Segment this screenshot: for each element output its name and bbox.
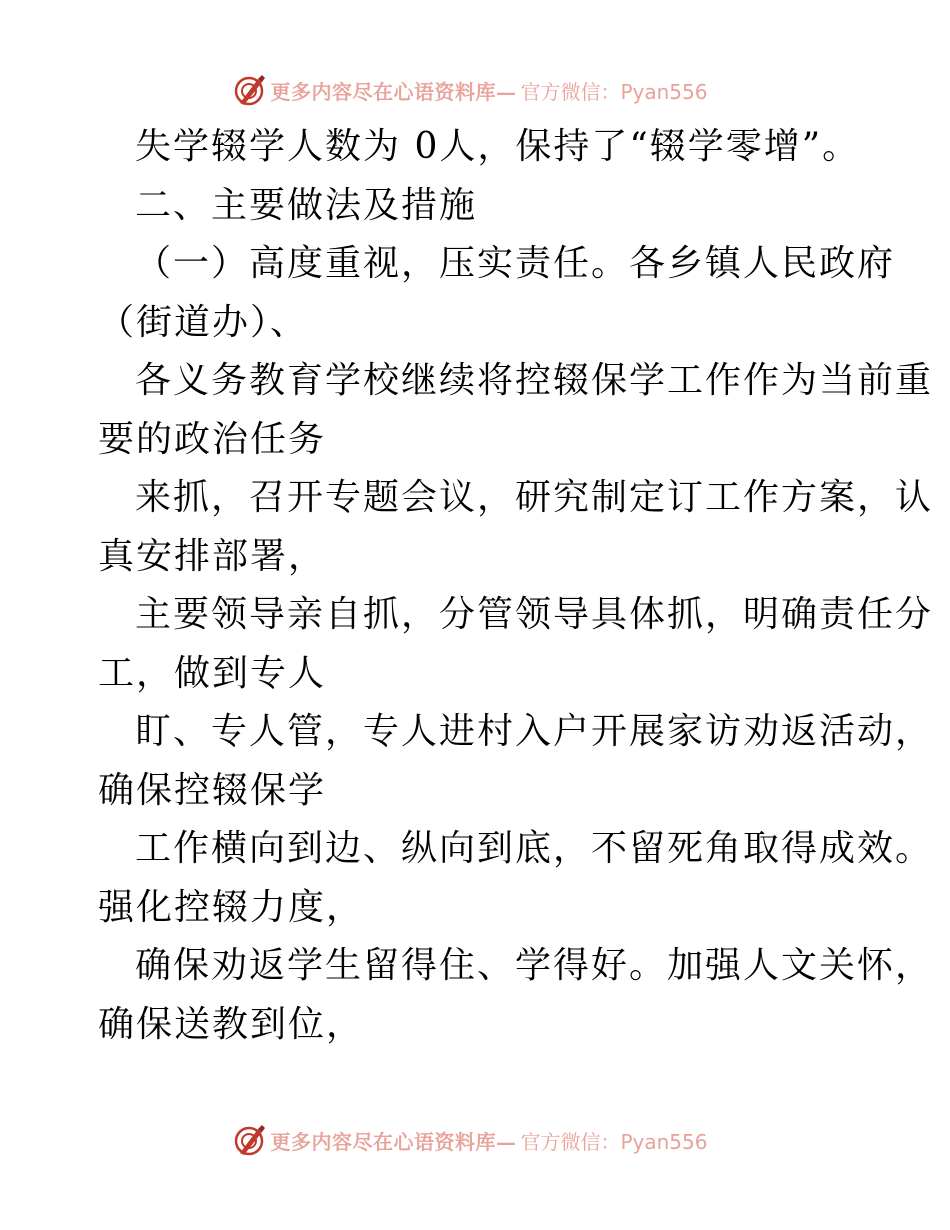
text-line: 各义务教育学校继续将控辍保学工作作为当前重 xyxy=(135,360,934,401)
text-line: （一）高度重视，压实责任。各乡镇人民政府 xyxy=(135,243,896,284)
header-banner xyxy=(0,70,950,110)
text-line: 主要领导亲自抓，分管领导具体抓，明确责任分 xyxy=(135,594,934,635)
footer-banner xyxy=(0,1120,950,1160)
text-line: 真安排部署， xyxy=(98,535,327,577)
text-line: 盯、专人管，专人进村入户开展家访劝返活动， xyxy=(135,711,934,752)
text-line: 确保送教到位， xyxy=(98,1003,365,1045)
text-line: 失学辍学人数为 0人，保持了“辍学零增”。 xyxy=(135,126,861,167)
header-banner-text: 更多内容尽在心语资料库— xyxy=(270,79,517,104)
footer-banner-wechat: 官方微信：Pyan556 xyxy=(520,1129,708,1154)
text-line: 来抓，召开专题会议，研究制定订工作方案，认 xyxy=(135,477,934,518)
text-line: 工作横向到边、纵向到底，不留死角取得成效。 xyxy=(135,828,934,869)
text-line: 强化控辍力度， xyxy=(98,886,365,928)
document-body xyxy=(98,118,934,1054)
text-line: 确保控辍保学 xyxy=(98,769,327,811)
text-line: 要的政治任务 xyxy=(98,418,327,460)
header-banner-wechat: 官方微信：Pyan556 xyxy=(520,79,708,104)
pen-logo-icon xyxy=(232,1123,266,1157)
footer-banner-text: 更多内容尽在心语资料库— xyxy=(270,1129,517,1154)
text-line: （街道办）、 xyxy=(98,301,309,343)
header-banner-inner xyxy=(232,73,707,107)
pen-logo-icon xyxy=(232,73,266,107)
section-heading: 二、主要做法及措施 xyxy=(135,184,478,226)
text-line: 工，做到专人 xyxy=(98,652,327,694)
footer-banner-inner xyxy=(232,1123,707,1157)
text-line: 确保劝返学生留得住、学得好。加强人文关怀， xyxy=(135,945,934,986)
